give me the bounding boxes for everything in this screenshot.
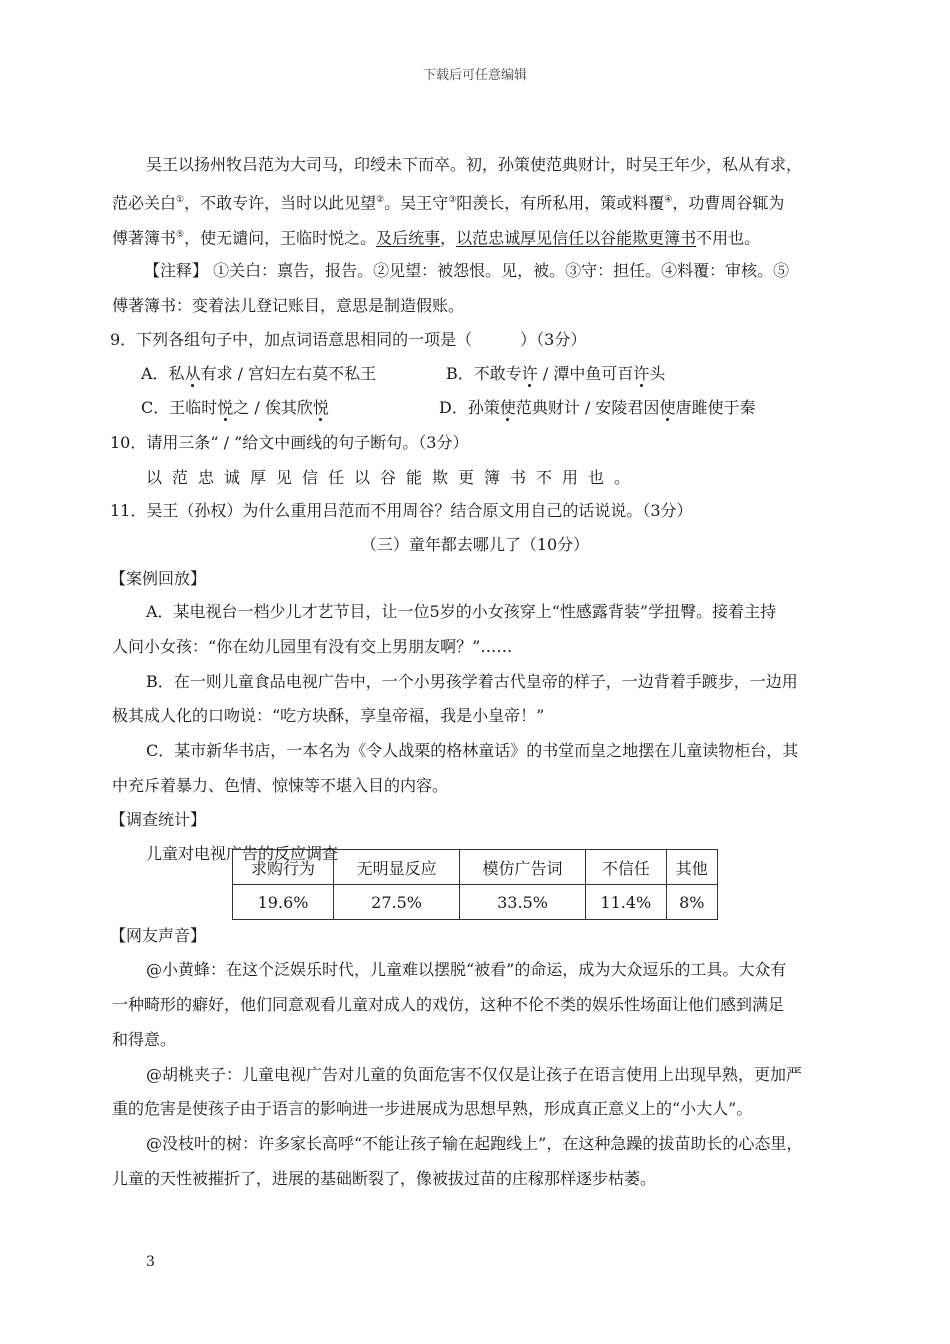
netizen-comment-line: @没枝叶的树：许多家长高呼“不能让孩子输在起跑线上”，在这种急躁的拔苗助长的心态里， [146, 1134, 803, 1153]
netizen-heading: 【网友声音】 [110, 926, 207, 945]
netizen-comment-line: @小黄蜂：在这个泛娱乐时代，儿童难以摆脱“被看”的命运，成为大众逗乐的工具。大众有 [146, 960, 787, 979]
dotted-word: 使 [659, 398, 676, 417]
case-b-line: 极其成人化的口吻说：“吃方块酥，享皇帝福，我是小皇帝！” [112, 706, 545, 725]
option-text: 之 / 俟其欣 [233, 398, 313, 417]
passage-text: ， [440, 228, 457, 248]
option-text: / 潭中鱼可百 [537, 364, 634, 383]
table-cell: 11.4% [586, 885, 667, 920]
dotted-word: 使 [499, 398, 516, 417]
question-10-sentence: 以范忠诚厚见信任以谷能欺更簿书不用也。 [146, 468, 641, 487]
case-b-line: B．在一则儿童食品电视广告中，一个小男孩学着古代皇帝的样子，一边背着手踱步，一边用 [146, 672, 798, 691]
passage-text: ，不敢专许，当时以此见望 [184, 193, 377, 213]
notes-line: 傅著簿书：变着法儿登记账目，意思是制造假账。 [112, 296, 465, 315]
option-text: 范典财计 / 安陵君因 [515, 398, 660, 417]
case-c-line: C．某市新华书店，一本名为《令人战栗的格林童话》的书堂而皇之地摆在儿童读物柜台，其 [146, 741, 799, 760]
netizen-comment-line: 重的危害是使孩子由于语言的影响进一步进展成为思想早熟，形成真正意义上的“小大人”。 [112, 1099, 753, 1118]
case-a-line: A．某电视台一档少儿才艺节目，让一位5岁的小女孩穿上“性感露背装”学扭臀。接着主持 [146, 602, 777, 621]
dotted-word: 许 [633, 364, 650, 383]
footnote-marker: ② [376, 195, 385, 205]
passage-line [112, 223, 840, 250]
passage-text: ，使无谴问，王临时悦之。 [184, 228, 377, 248]
dotted-word: 悦 [217, 398, 234, 417]
netizen-comment-line: 一种畸形的癖好，他们同意观看儿童对成人的戏仿，这种不伦不类的娱乐性场面让他们感到满足 [112, 995, 785, 1014]
page-number: 3 [146, 1254, 155, 1270]
page-header: 下载后可任意编辑 [422, 68, 527, 83]
passage-text: 傅著簿书 [112, 228, 177, 248]
option-b [446, 362, 840, 386]
survey-title: 儿童对电视广告的反应调查 [146, 844, 339, 863]
option-text: B．不敢专 [446, 364, 522, 383]
case-c-line: 中充斥着暴力、色情、惊悚等不堪入目的内容。 [112, 776, 449, 795]
question-11: 11．吴王（孙权）为什么重用吕范而不用周谷？结合原文用自己的话说说。（3分） [110, 501, 693, 520]
passage-text: 吴王以扬州牧吕范为大司马，印绶未下而卒。初，孙策使范典财计，时吴王年少，私从有求， [146, 155, 803, 174]
table-header-cell: 求购行为 [233, 850, 334, 885]
option-text: 头 [649, 364, 666, 383]
survey-table [232, 849, 718, 920]
table-cell: 8% [666, 885, 717, 920]
netizen-comment-line: 和得意。 [112, 1030, 177, 1049]
table-cell: 27.5% [334, 885, 460, 920]
table-cell: 19.6% [233, 885, 334, 920]
table-header-row [233, 850, 718, 885]
table-header-cell: 无明显反应 [334, 850, 460, 885]
table-header-cell: 模仿广告词 [460, 850, 586, 885]
question-10: 10．请用三条“ / ”给文中画线的句子断句。（3分） [110, 433, 469, 452]
table-cell: 33.5% [460, 885, 586, 920]
passage-text: ，功曹周谷辄为 [672, 193, 785, 213]
passage-text: 范必关白 [112, 193, 177, 213]
passage-line [112, 153, 840, 177]
underlined-sentence: 及后统事 [376, 228, 441, 248]
option-text: 有求 / 宫妇左右莫不私王 [200, 364, 377, 383]
option-text: D．孙策 [439, 398, 500, 417]
passage-text: 。吴王守 [384, 193, 449, 213]
footnote-marker: ④ [664, 195, 673, 205]
option-text: C．王临时 [141, 398, 218, 417]
question-9: 9．下列各组句子中，加点词语意思相同的一项是（ ）（3分） [110, 330, 587, 349]
option-text: 唐雎使于秦 [675, 398, 756, 417]
case-heading: 【案例回放】 [110, 569, 207, 588]
case-a-line: 人问小女孩：“你在幼儿园里有没有交上男朋友啊？”…… [112, 637, 513, 656]
dotted-word: 许 [521, 364, 538, 383]
section-title: （三）童年都去哪儿了（10分） [360, 535, 590, 554]
passage-text: 不用也。 [696, 228, 761, 248]
option-d [439, 396, 840, 420]
dotted-word: 从 [184, 364, 201, 383]
table-header-cell: 其他 [666, 850, 717, 885]
passage-line [112, 188, 840, 215]
netizen-comment-line: @胡桃夹子：儿童电视广告对儿童的负面危害不仅仅是让孩子在语言使用上出现早熟，更加严 [146, 1065, 803, 1084]
option-text: A．私 [141, 364, 185, 383]
survey-heading: 【调查统计】 [110, 810, 207, 829]
footnote-marker: ① [176, 195, 185, 205]
notes-line: 【注释】 ①关白：禀告，报告。②见望：被怨恨。见，被。③守：担任。④料覆：审核。⑤ [144, 261, 790, 280]
netizen-comment-line: 儿童的天性被摧折了，进展的基础断裂了，像被拔过苗的庄稼那样逐步枯萎。 [112, 1169, 657, 1188]
underlined-sentence: 以范忠诚厚见信任以谷能欺更簿书 [456, 228, 697, 248]
footnote-marker: ③ [448, 195, 457, 205]
footnote-marker: ⑤ [176, 230, 185, 240]
passage-text: 阳羡长，有所私用，策或料覆 [456, 193, 665, 213]
table-header-cell: 不信任 [586, 850, 667, 885]
dotted-word: 悦 [312, 398, 329, 417]
table-row [233, 885, 718, 920]
